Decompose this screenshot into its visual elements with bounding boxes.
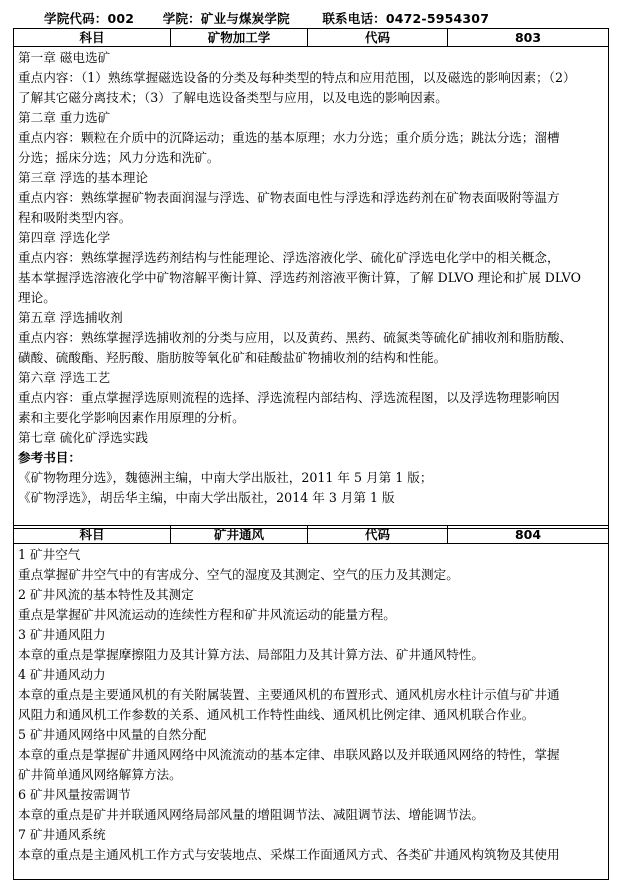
document-header <box>44 9 489 27</box>
references-list <box>18 468 604 508</box>
syllabus-line: 素和主要化学影响因素作用原理的分析。 <box>18 410 245 425</box>
syllabus-line: 分选；摇床分选；风力分选和洗矿。 <box>18 150 220 165</box>
subject-name: 矿物加工学 <box>171 29 308 47</box>
syllabus-line: 重点内容：熟练掌握矿物表面润湿与浮选、矿物表面电性与浮选和浮选药剂在矿物表面吸附等温方 <box>18 190 560 205</box>
syllabus-line: 理论。 <box>18 290 56 305</box>
syllabus-line: 本章的重点是主要通风机的有关附属装置、主要通风机的布置形式、通风机房水柱计示值与矿井通 <box>18 687 560 702</box>
syllabus-line: 风阻力和通风机工作参数的关系、通风机工作特性曲线、通风机比例定律、通风机联合作业。 <box>18 707 535 722</box>
syllabus-lines <box>18 48 604 448</box>
syllabus-line: 程和吸附类型内容。 <box>18 210 132 225</box>
college-name: 学院：矿业与煤炭学院 <box>162 11 290 26</box>
syllabus-line: 本章的重点是矿井并联通风网络局部风量的增阻调节法、减阻调节法、增能调节法。 <box>18 807 484 822</box>
subject-label: 科目 <box>14 29 171 47</box>
syllabus-line: 第四章 浮选化学 <box>18 230 111 245</box>
college-code: 学院代码：002 <box>44 11 135 26</box>
syllabus-line: 重点是掌握矿井风流运动的连续性方程和矿井风流运动的能量方程。 <box>18 607 396 622</box>
syllabus-line: 本章的重点是主通风机工作方式与安装地点、采煤工作面通风方式、各类矿井通风构筑物及其使用 <box>18 847 560 862</box>
syllabus-line: 重点内容：熟练掌握浮选药剂结构与性能理论、浮选溶液化学、硫化矿浮选电化学中的相关概念， <box>18 250 560 265</box>
syllabus-line: 第六章 浮选工艺 <box>18 370 111 385</box>
subject-label: 科目 <box>14 526 171 544</box>
syllabus-line: 4 矿井通风动力 <box>18 667 106 682</box>
syllabus-line: 1 矿井空气 <box>18 547 81 562</box>
reference-item: 《矿物物理分选》，魏德洲主编，中南大学出版社，2011 年 5 月第 1 版； <box>18 470 433 485</box>
subject-header-row <box>14 526 609 544</box>
reference-item: 《矿物浮选》，胡岳华主编，中南大学出版社，2014 年 3 月第 1 版 <box>18 490 395 505</box>
syllabus-line: 磺酸、硫酸酯、羟肟酸、脂肪胺等氧化矿和硅酸盐矿物捕收剂的结构和性能。 <box>18 350 447 365</box>
subject-table-803 <box>13 28 609 529</box>
subject-header-row <box>14 29 609 47</box>
syllabus-line: 第七章 硫化矿浮选实践 <box>18 430 148 445</box>
contact-phone: 联系电话：0472-5954307 <box>322 11 490 26</box>
references-title: 参考书目： <box>18 450 81 465</box>
syllabus-line: 第五章 浮选捕收剂 <box>18 310 123 325</box>
subject-table-804 <box>13 525 609 880</box>
syllabus-line: 重点内容：熟练掌握浮选捕收剂的分类与应用，以及黄药、黑药、硫氮类等硫化矿捕收剂和脂肪酸、 <box>18 330 573 345</box>
syllabus-line: 本章的重点是掌握摩擦阻力及其计算方法、局部阻力及其计算方法、矿井通风特性。 <box>18 647 484 662</box>
syllabus-line: 第三章 浮选的基本理论 <box>18 170 148 185</box>
subject-code: 804 <box>448 526 609 544</box>
syllabus-line: 重点掌握矿井空气中的有害成分、空气的湿度及其测定、空气的压力及其测定。 <box>18 567 459 582</box>
code-label: 代码 <box>308 526 448 544</box>
subject-content <box>14 544 609 880</box>
syllabus-line: 5 矿井通风网络中风量的自然分配 <box>18 727 207 742</box>
syllabus-line: 了解其它磁分离技术；（3）了解电选设备类型与应用，以及电选的影响因素。 <box>18 90 448 105</box>
syllabus-lines <box>18 545 604 865</box>
syllabus-line: 2 矿井风流的基本特性及其测定 <box>18 587 194 602</box>
syllabus-line: 6 矿井风量按需调节 <box>18 787 131 802</box>
syllabus-line: 第一章 磁电选矿 <box>18 50 111 65</box>
syllabus-line: 本章的重点是掌握矿井通风网络中风流流动的基本定律、串联风路以及并联通风网络的特性，掌握 <box>18 747 560 762</box>
syllabus-line: 3 矿井通风阻力 <box>18 627 106 642</box>
syllabus-line: 重点内容：颗粒在介质中的沉降运动；重选的基本原理；水力分选；重介质分选；跳汰分选；溜槽 <box>18 130 560 145</box>
subject-content <box>14 47 609 529</box>
syllabus-line: 基本掌握浮选溶液化学中矿物溶解平衡计算、浮选药剂溶液平衡计算，了解 DLVO 理论和扩展 DLVO <box>18 270 581 285</box>
subject-code: 803 <box>448 29 609 47</box>
syllabus-line: 重点内容：（1）熟练掌握磁选设备的分类及每种类型的特点和应用范围，以及磁选的影响因素；（2） <box>18 70 576 85</box>
syllabus-line: 7 矿井通风系统 <box>18 827 106 842</box>
subject-name: 矿井通风 <box>171 526 308 544</box>
code-label: 代码 <box>308 29 448 47</box>
syllabus-line: 矿井简单通风网络解算方法。 <box>18 767 182 782</box>
syllabus-line: 第二章 重力选矿 <box>18 110 111 125</box>
syllabus-line: 重点内容：重点掌握浮选原则流程的选择、浮选流程内部结构、浮选流程图，以及浮选物理影响因 <box>18 390 560 405</box>
